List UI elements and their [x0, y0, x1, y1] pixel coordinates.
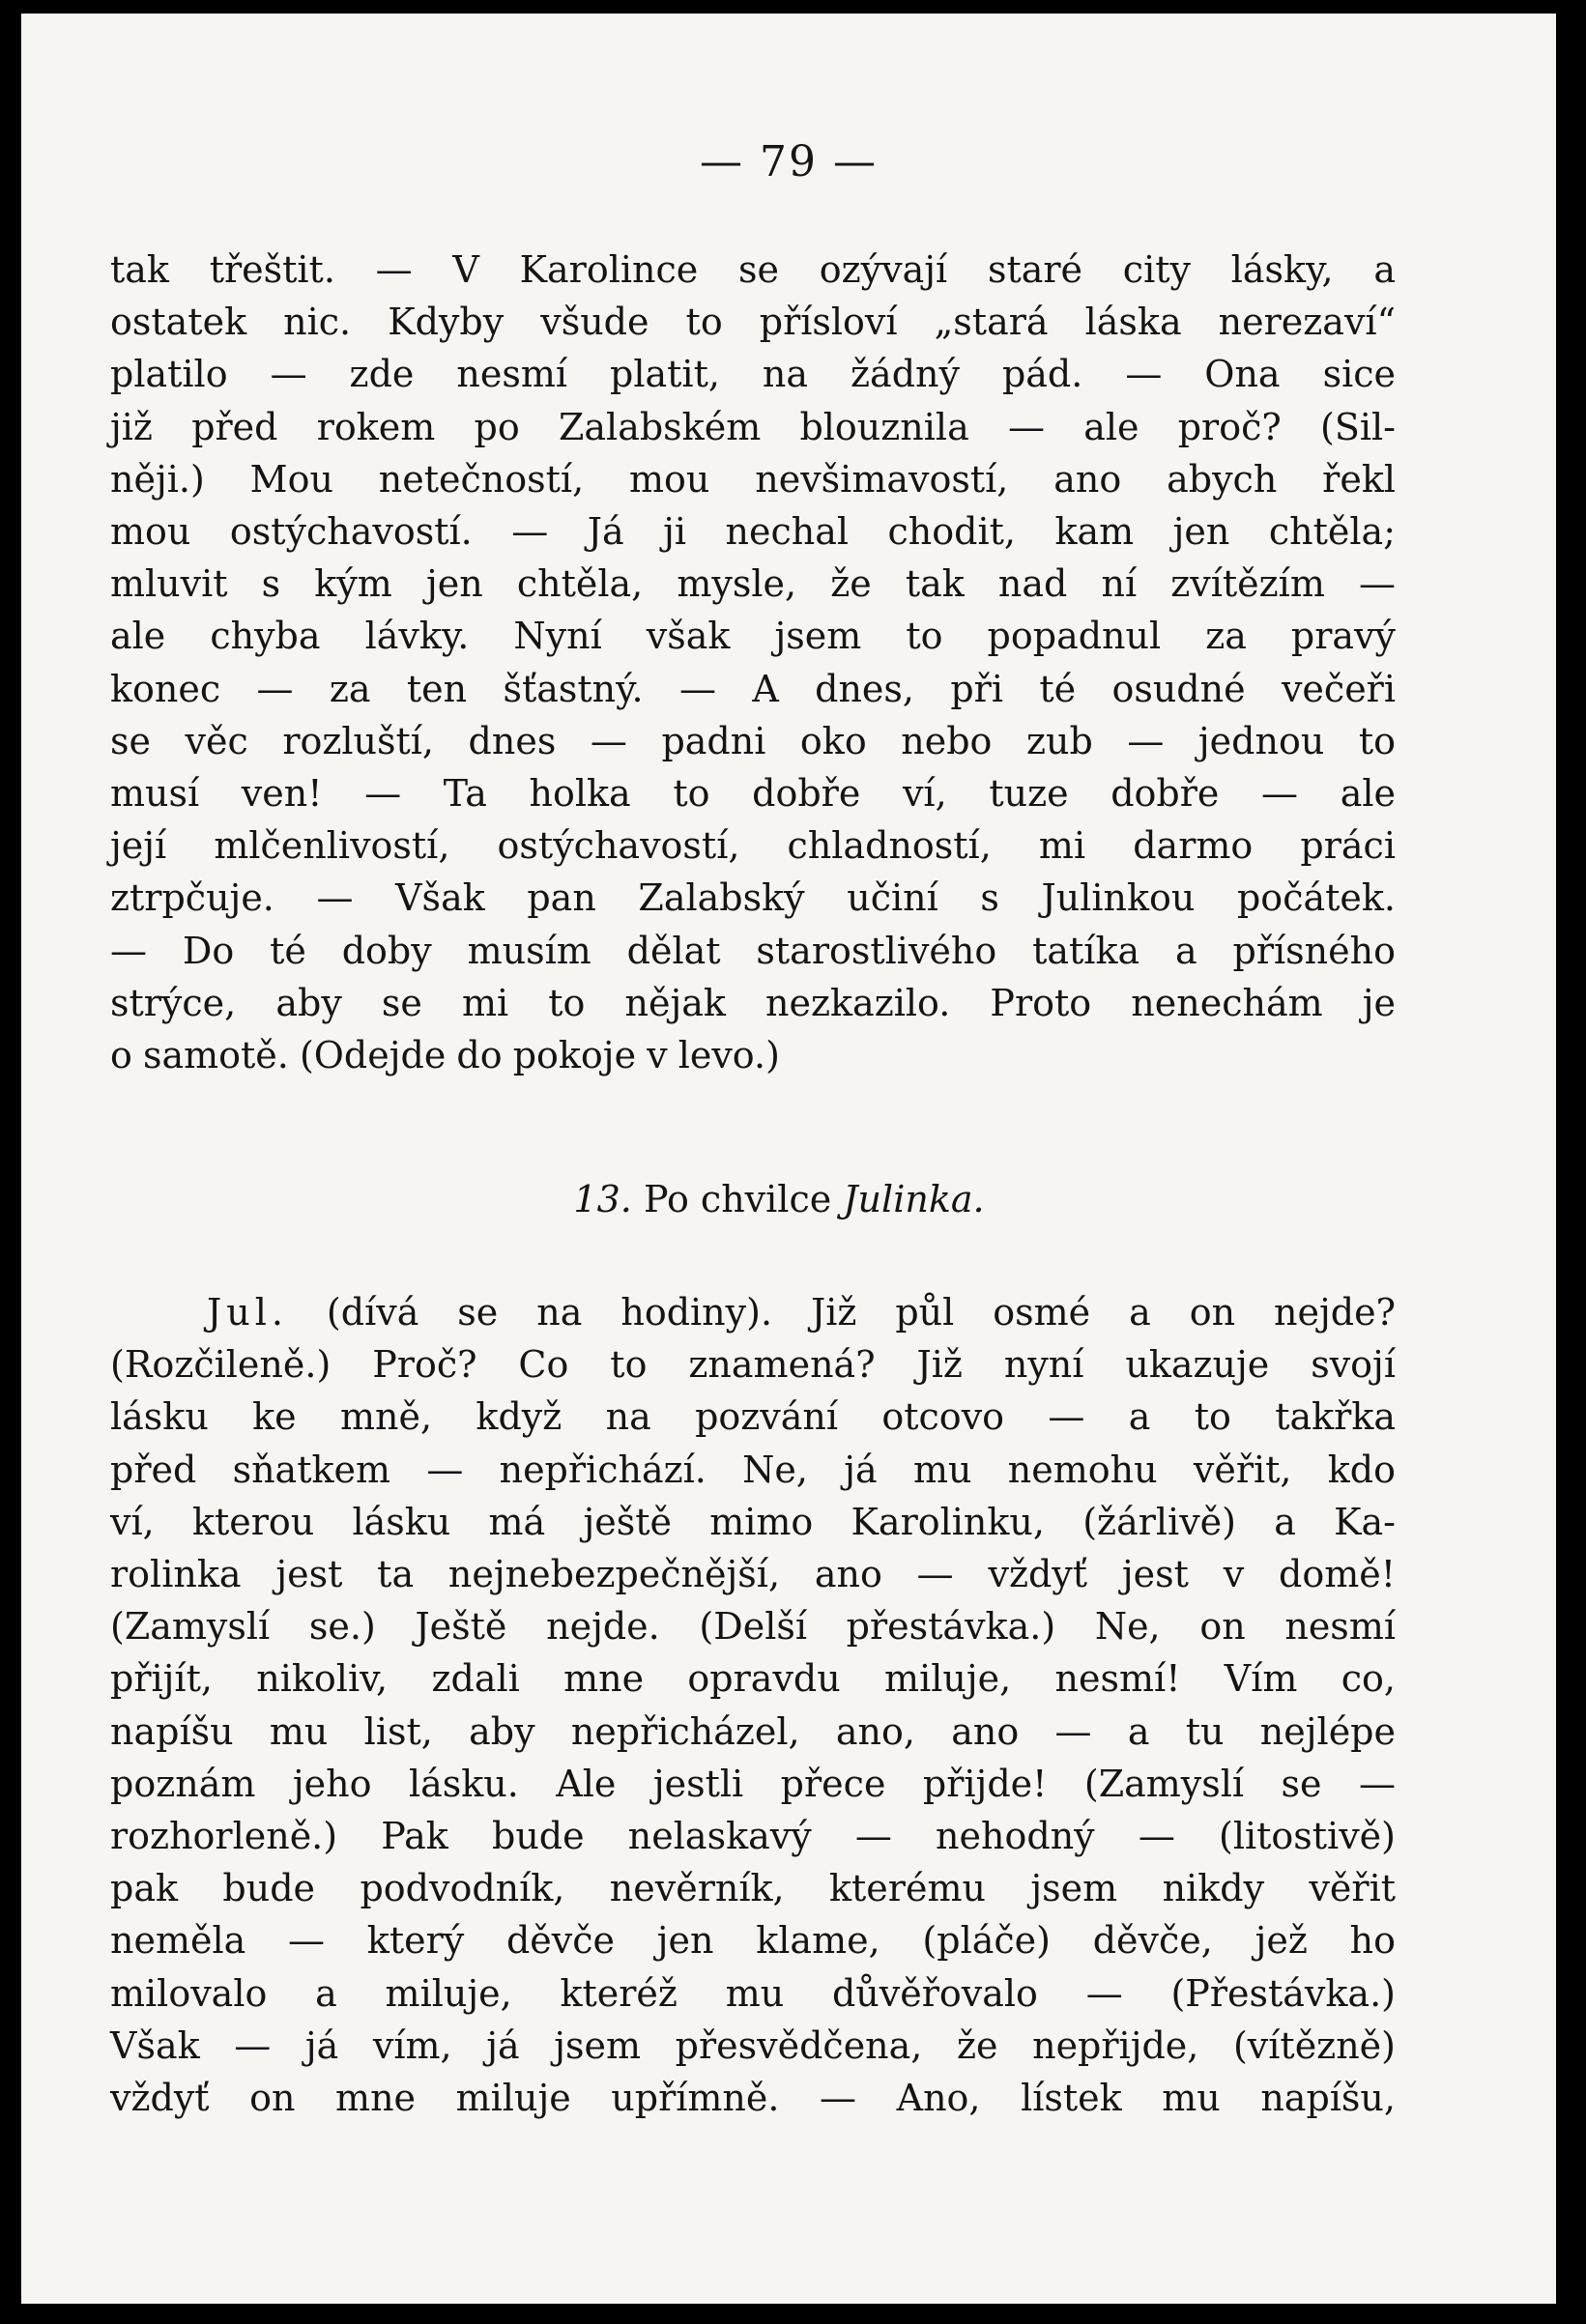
text-line: platilo — zde nesmí platit, na žádný pád. — Ona sice [110, 353, 1396, 396]
scene-number: 13. [573, 1178, 632, 1220]
monologue-paragraph [110, 244, 1396, 1081]
stage-direction: (dívá se na hodiny). Již půl osmé a on nejde? [326, 1291, 1396, 1334]
text-line: milovalo a miluje, kteréž mu důvěřovalo — (Přestávka.) [110, 1971, 1396, 2015]
text-line: ale chyba lávky. Nyní však jsem to popadnul za pravý [110, 615, 1396, 658]
text-line: (Rozčileně.) Proč? Co to znamená? Již nyní ukazuje svojí [110, 1343, 1396, 1387]
scene-text: Po chvilce [643, 1178, 832, 1220]
page-number: — 79 — [700, 137, 878, 186]
book-page [21, 14, 1556, 2304]
text-line: Však — já vím, já jsem přesvědčena, že nepřijde, (vítězně) [110, 2023, 1396, 2067]
text-line: poznám jeho lásku. Ale jestli přece přijde! (Zamyslí se — [110, 1762, 1396, 1805]
text-line: napíšu mu list, aby nepřicházel, ano, ano — a tu nejlépe [110, 1709, 1396, 1753]
text-line: tak třeštit. — V Karolince se ozývají staré city lásky, a [110, 248, 1396, 291]
text-line: strýce, aby se mi to nějak nezkazilo. Proto nenechám je [110, 981, 1396, 1024]
text-line: musí ven! — Ta holka to dobře ví, tuze dobře — ale [110, 772, 1396, 816]
speaker-name: Jul. [207, 1291, 288, 1334]
text-line: její mlčenlivostí, ostýchavostí, chladností, mi darmo práci [110, 824, 1396, 868]
text-line: vždyť on mne miluje upřímně. — Ano, lístek mu napíšu, [110, 2077, 1396, 2120]
text-line: ztrpčuje. — Však pan Zalabský učiní s Julinkou počátek. [110, 876, 1396, 920]
text-line: mluvit s kým jen chtěla, mysle, že tak nad ní zvítězím — [110, 562, 1396, 606]
text-line: rozhorleně.) Pak bude nelaskavý — nehodný — (litostivě) [110, 1815, 1396, 1858]
text-line: o samotě. (Odejde do pokoje v levo.) [110, 1034, 780, 1077]
text-line: konec — za ten šťastný. — A dnes, při té osudné večeři [110, 667, 1396, 710]
text-line [110, 1286, 1396, 1338]
text-line: lásku ke mně, když na pozvání otcovo — a to takřka [110, 1395, 1396, 1439]
text-line: před sňatkem — nepřichází. Ne, já mu nemohu věřit, kdo [110, 1448, 1396, 1491]
text-line: něji.) Mou netečností, mou nevšimavostí, ano abych řekl [110, 457, 1396, 501]
text-line: již před rokem po Zalabském blouznila — ale proč? (Sil- [110, 405, 1396, 448]
text-line: přijít, nikoliv, zdali mne opravdu miluje, nesmí! Vím co, [110, 1657, 1396, 1701]
dialogue-paragraph [110, 1286, 1396, 2124]
text-line: se věc rozluští, dnes — padni oko nebo zub — jednou to [110, 719, 1396, 762]
text-line: rolinka jest ta nejnebezpečnější, ano — vždyť jest v domě! [110, 1553, 1396, 1596]
text-line: ostatek nic. Kdyby všude to přísloví „stará láska nerezaví“ [110, 301, 1396, 344]
text-line: mou ostýchavostí. — Já ji nechal chodit, kam jen chtěla; [110, 510, 1396, 554]
text-line: neměla — který děvče jen klame, (pláče) děvče, jež ho [110, 1919, 1396, 1963]
text-line: (Zamyslí se.) Ještě nejde. (Delší přestávka.) Ne, on nesmí [110, 1605, 1396, 1649]
text-line: — Do té doby musím dělat starostlivého tatíka a přísného [110, 929, 1396, 972]
text-line: ví, kterou lásku má ještě mimo Karolinku, (žárlivě) a Ka- [110, 1500, 1396, 1543]
text-line: pak bude podvodník, nevěrník, kterému jsem nikdy věřit [110, 1867, 1396, 1910]
scene-heading [21, 1178, 1546, 1220]
scene-character: Julinka. [843, 1178, 985, 1220]
